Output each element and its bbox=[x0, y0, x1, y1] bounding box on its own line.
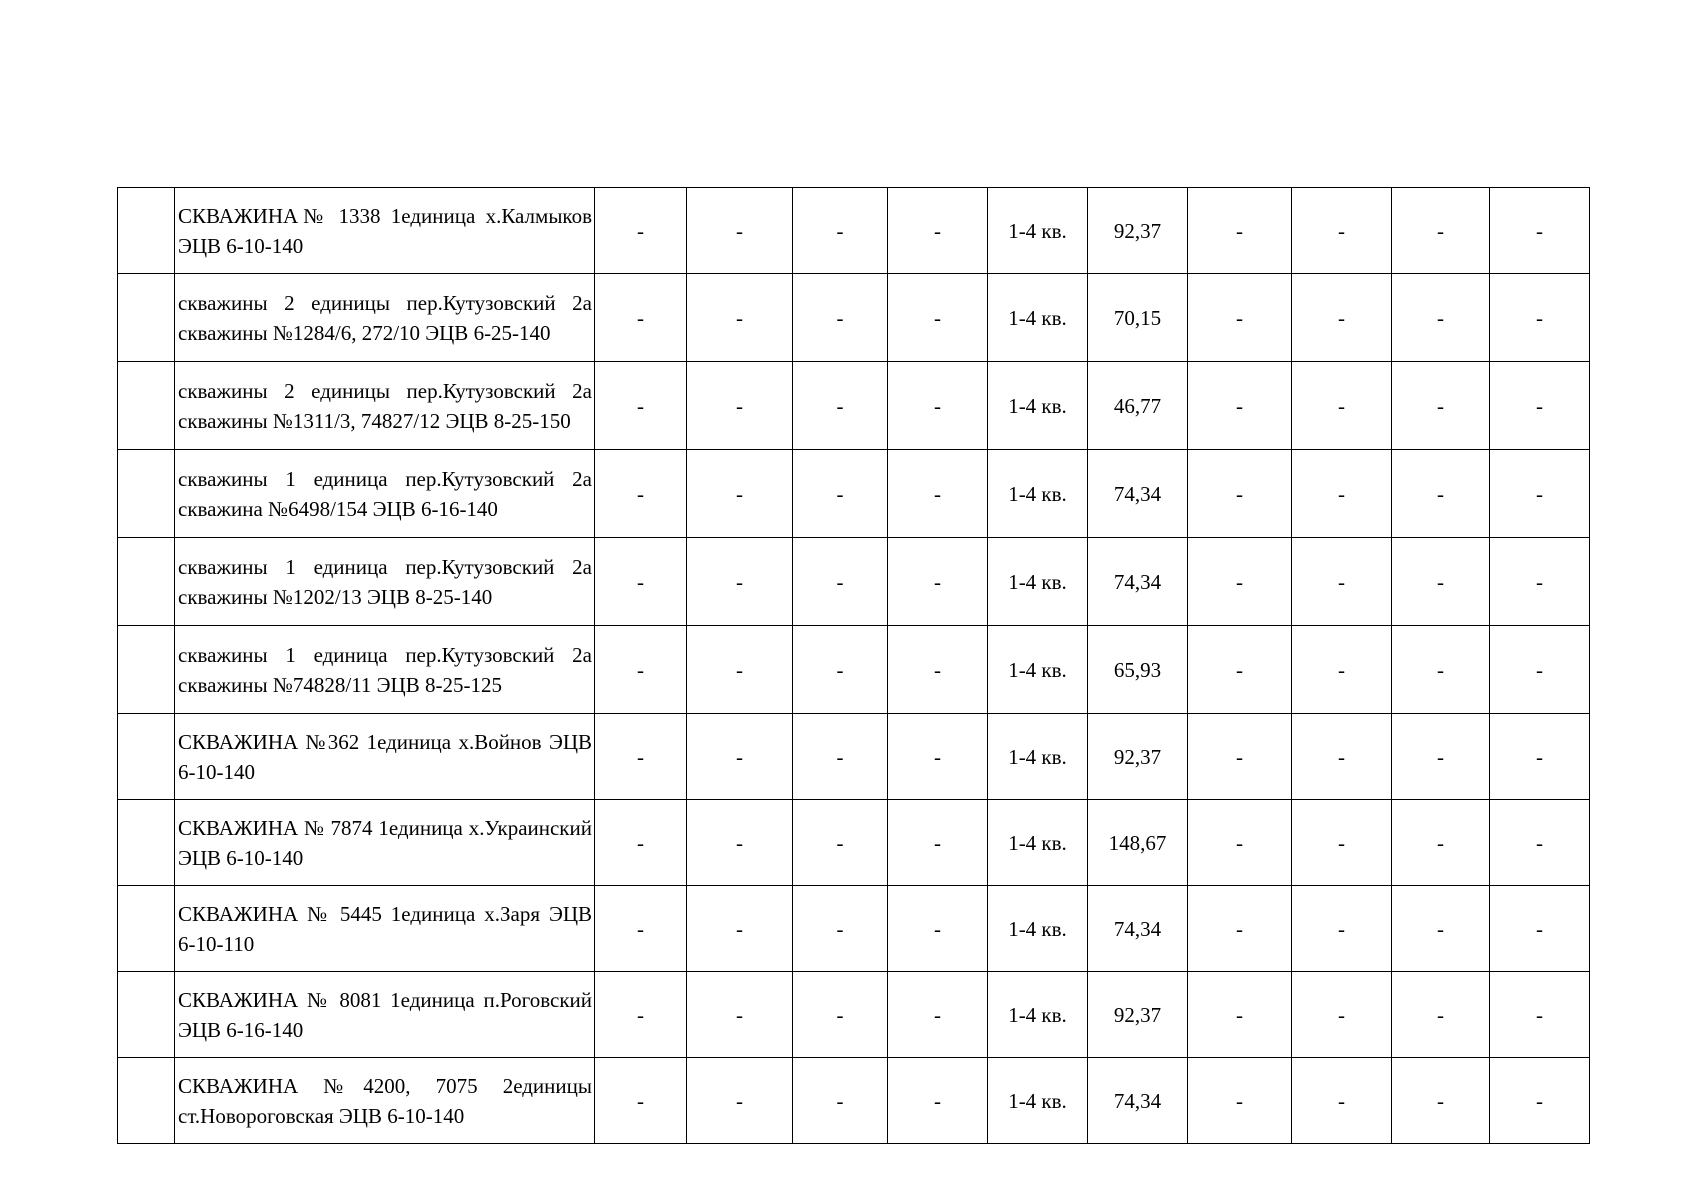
cell-value: 46,77 bbox=[1088, 362, 1188, 450]
cell-empty-4: - bbox=[888, 972, 988, 1058]
cell-empty-8: - bbox=[1490, 188, 1590, 274]
cell-empty-6: - bbox=[1292, 450, 1392, 538]
table-row bbox=[118, 274, 1590, 362]
row-number-cell bbox=[118, 972, 175, 1058]
cell-empty-3: - bbox=[793, 626, 888, 714]
cell-empty-2: - bbox=[687, 886, 793, 972]
row-number-cell bbox=[118, 450, 175, 538]
cell-empty-6: - bbox=[1292, 362, 1392, 450]
cell-period: 1-4 кв. bbox=[988, 1058, 1088, 1144]
cell-empty-1: - bbox=[595, 274, 687, 362]
cell-empty-7: - bbox=[1392, 800, 1490, 886]
cell-empty-6: - bbox=[1292, 714, 1392, 800]
cell-empty-5: - bbox=[1188, 626, 1292, 714]
cell-period: 1-4 кв. bbox=[988, 362, 1088, 450]
cell-period: 1-4 кв. bbox=[988, 538, 1088, 626]
well-description: СКВАЖИНА № 7874 1единица х.Украинский ЭЦВ 6-10-140 bbox=[175, 800, 595, 886]
cell-empty-2: - bbox=[687, 538, 793, 626]
well-description: СКВАЖИНА № 8081 1единица п.Роговский ЭЦВ 6-16-140 bbox=[175, 972, 595, 1058]
cell-empty-4: - bbox=[888, 626, 988, 714]
cell-empty-4: - bbox=[888, 538, 988, 626]
cell-empty-4: - bbox=[888, 886, 988, 972]
table-row bbox=[118, 362, 1590, 450]
cell-empty-6: - bbox=[1292, 626, 1392, 714]
cell-empty-8: - bbox=[1490, 362, 1590, 450]
cell-period: 1-4 кв. bbox=[988, 886, 1088, 972]
cell-empty-5: - bbox=[1188, 362, 1292, 450]
cell-empty-6: - bbox=[1292, 538, 1392, 626]
cell-value: 92,37 bbox=[1088, 972, 1188, 1058]
cell-empty-5: - bbox=[1188, 274, 1292, 362]
row-number-cell bbox=[118, 714, 175, 800]
cell-empty-3: - bbox=[793, 714, 888, 800]
table-row bbox=[118, 450, 1590, 538]
well-description: СКВАЖИНА №362 1единица х.Войнов ЭЦВ 6-10-140 bbox=[175, 714, 595, 800]
cell-period: 1-4 кв. bbox=[988, 626, 1088, 714]
well-description: скважины 1 единица пер.Кутузовский 2а скважины №74828/11 ЭЦВ 8-25-125 bbox=[175, 626, 595, 714]
cell-empty-7: - bbox=[1392, 886, 1490, 972]
cell-empty-2: - bbox=[687, 800, 793, 886]
cell-empty-2: - bbox=[687, 626, 793, 714]
cell-empty-5: - bbox=[1188, 450, 1292, 538]
cell-period: 1-4 кв. bbox=[988, 188, 1088, 274]
cell-empty-5: - bbox=[1188, 800, 1292, 886]
well-description: скважины 1 единица пер.Кутузовский 2а скважины №1202/13 ЭЦВ 8-25-140 bbox=[175, 538, 595, 626]
cell-period: 1-4 кв. bbox=[988, 450, 1088, 538]
cell-empty-7: - bbox=[1392, 450, 1490, 538]
cell-empty-8: - bbox=[1490, 886, 1590, 972]
cell-empty-1: - bbox=[595, 538, 687, 626]
table-row bbox=[118, 714, 1590, 800]
cell-empty-1: - bbox=[595, 1058, 687, 1144]
row-number-cell bbox=[118, 626, 175, 714]
row-number-cell bbox=[118, 188, 175, 274]
cell-empty-5: - bbox=[1188, 538, 1292, 626]
cell-empty-4: - bbox=[888, 1058, 988, 1144]
cell-empty-1: - bbox=[595, 714, 687, 800]
table-row bbox=[118, 1058, 1590, 1144]
row-number-cell bbox=[118, 886, 175, 972]
cell-empty-2: - bbox=[687, 1058, 793, 1144]
cell-value: 74,34 bbox=[1088, 1058, 1188, 1144]
cell-empty-2: - bbox=[687, 188, 793, 274]
cell-empty-3: - bbox=[793, 972, 888, 1058]
cell-empty-7: - bbox=[1392, 972, 1490, 1058]
cell-empty-5: - bbox=[1188, 1058, 1292, 1144]
cell-empty-6: - bbox=[1292, 274, 1392, 362]
well-description: СКВАЖИНА № 5445 1единица х.Заря ЭЦВ 6-10-110 bbox=[175, 886, 595, 972]
well-description: СКВАЖИНА №4200, 7075 2единицы ст.Новороговская ЭЦВ 6-10-140 bbox=[175, 1058, 595, 1144]
table-row bbox=[118, 800, 1590, 886]
cell-empty-8: - bbox=[1490, 538, 1590, 626]
cell-empty-7: - bbox=[1392, 362, 1490, 450]
table-row bbox=[118, 972, 1590, 1058]
cell-empty-8: - bbox=[1490, 1058, 1590, 1144]
cell-value: 148,67 bbox=[1088, 800, 1188, 886]
cell-empty-3: - bbox=[793, 188, 888, 274]
cell-value: 74,34 bbox=[1088, 886, 1188, 972]
cell-empty-1: - bbox=[595, 626, 687, 714]
cell-empty-7: - bbox=[1392, 626, 1490, 714]
cell-empty-4: - bbox=[888, 188, 988, 274]
cell-empty-8: - bbox=[1490, 626, 1590, 714]
cell-empty-8: - bbox=[1490, 800, 1590, 886]
cell-empty-1: - bbox=[595, 362, 687, 450]
row-number-cell bbox=[118, 800, 175, 886]
cell-period: 1-4 кв. bbox=[988, 800, 1088, 886]
cell-empty-5: - bbox=[1188, 714, 1292, 800]
table-row bbox=[118, 886, 1590, 972]
cell-empty-4: - bbox=[888, 800, 988, 886]
well-description: СКВАЖИНА№ 1338 1единица х.Калмыков ЭЦВ 6-10-140 bbox=[175, 188, 595, 274]
cell-empty-8: - bbox=[1490, 972, 1590, 1058]
well-description: скважины 2 единицы пер.Кутузовский 2а скважины №1311/3, 74827/12 ЭЦВ 8-25-150 bbox=[175, 362, 595, 450]
cell-empty-1: - bbox=[595, 188, 687, 274]
cell-empty-7: - bbox=[1392, 714, 1490, 800]
cell-empty-2: - bbox=[687, 450, 793, 538]
cell-empty-4: - bbox=[888, 362, 988, 450]
cell-empty-5: - bbox=[1188, 886, 1292, 972]
table-row bbox=[118, 538, 1590, 626]
table-row bbox=[118, 188, 1590, 274]
cell-empty-6: - bbox=[1292, 800, 1392, 886]
cell-empty-3: - bbox=[793, 1058, 888, 1144]
cell-empty-2: - bbox=[687, 362, 793, 450]
cell-empty-2: - bbox=[687, 972, 793, 1058]
cell-value: 92,37 bbox=[1088, 188, 1188, 274]
cell-value: 70,15 bbox=[1088, 274, 1188, 362]
cell-empty-3: - bbox=[793, 800, 888, 886]
cell-empty-7: - bbox=[1392, 1058, 1490, 1144]
cell-empty-8: - bbox=[1490, 714, 1590, 800]
cell-value: 74,34 bbox=[1088, 538, 1188, 626]
row-number-cell bbox=[118, 1058, 175, 1144]
cell-empty-1: - bbox=[595, 450, 687, 538]
cell-empty-7: - bbox=[1392, 274, 1490, 362]
cell-empty-6: - bbox=[1292, 972, 1392, 1058]
cell-empty-5: - bbox=[1188, 188, 1292, 274]
cell-empty-4: - bbox=[888, 450, 988, 538]
cell-empty-8: - bbox=[1490, 274, 1590, 362]
cell-empty-7: - bbox=[1392, 538, 1490, 626]
cell-empty-1: - bbox=[595, 886, 687, 972]
wells-table bbox=[117, 187, 1590, 1144]
row-number-cell bbox=[118, 274, 175, 362]
cell-empty-8: - bbox=[1490, 450, 1590, 538]
well-description: скважины 2 единицы пер.Кутузовский 2а скважины №1284/6, 272/10 ЭЦВ 6-25-140 bbox=[175, 274, 595, 362]
row-number-cell bbox=[118, 362, 175, 450]
cell-period: 1-4 кв. bbox=[988, 274, 1088, 362]
cell-value: 92,37 bbox=[1088, 714, 1188, 800]
cell-empty-1: - bbox=[595, 800, 687, 886]
cell-empty-6: - bbox=[1292, 1058, 1392, 1144]
cell-empty-3: - bbox=[793, 538, 888, 626]
well-description: скважины 1 единица пер.Кутузовский 2а скважина №6498/154 ЭЦВ 6-16-140 bbox=[175, 450, 595, 538]
cell-period: 1-4 кв. bbox=[988, 714, 1088, 800]
cell-empty-6: - bbox=[1292, 188, 1392, 274]
cell-empty-4: - bbox=[888, 274, 988, 362]
cell-empty-2: - bbox=[687, 274, 793, 362]
cell-empty-4: - bbox=[888, 714, 988, 800]
table-row bbox=[118, 626, 1590, 714]
cell-empty-3: - bbox=[793, 450, 888, 538]
cell-empty-3: - bbox=[793, 886, 888, 972]
row-number-cell bbox=[118, 538, 175, 626]
cell-period: 1-4 кв. bbox=[988, 972, 1088, 1058]
cell-empty-1: - bbox=[595, 972, 687, 1058]
cell-empty-5: - bbox=[1188, 972, 1292, 1058]
cell-empty-2: - bbox=[687, 714, 793, 800]
cell-empty-3: - bbox=[793, 274, 888, 362]
cell-empty-3: - bbox=[793, 362, 888, 450]
cell-empty-7: - bbox=[1392, 188, 1490, 274]
cell-value: 65,93 bbox=[1088, 626, 1188, 714]
cell-value: 74,34 bbox=[1088, 450, 1188, 538]
cell-empty-6: - bbox=[1292, 886, 1392, 972]
